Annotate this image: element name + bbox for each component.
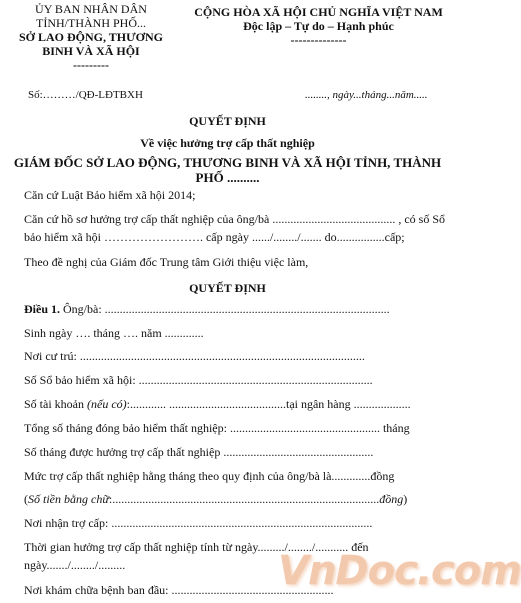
benefit-period-end: ngày......./......../......... — [24, 558, 126, 572]
amount-currency: đồng — [379, 492, 404, 506]
issuing-authority-block — [0, 2, 182, 72]
motto-rule: -------------- — [290, 33, 347, 47]
article-1-label: Điều 1. — [24, 302, 60, 316]
amount-open-paren: ( — [24, 492, 28, 506]
vndoc-watermark: VnDoc.com — [278, 548, 521, 594]
authority-line-1: ỦY BAN NHÂN DÂN — [35, 2, 147, 16]
amount-close-paren: ) — [403, 492, 408, 506]
authority-line-b: PHỐ .......... — [195, 170, 260, 185]
motto: Độc lập – Tự do – Hạnh phúc — [243, 19, 394, 33]
benefit-period-field: Thời gian hưởng trợ cấp thất nghiệp tính từ ngày........./......../........... đến — [24, 540, 369, 554]
medical-facility-field: Nơi khám chữa bệnh ban đầu: ...................................................... — [24, 583, 334, 597]
bank-account-label: Số tài khoản — [24, 397, 87, 411]
residence-field: Nơi cư trú: ............................................................................................... — [24, 349, 365, 363]
bank-account-rest: :............ .......................................tại ngân hàng ................... — [126, 397, 411, 411]
amount-in-words-dots: :......................................................................................... — [108, 492, 380, 506]
amount-in-words-label: Số tiền bằng chữ — [28, 492, 109, 506]
document-subtitle: Về việc hưởng trợ cấp thất nghiệp — [140, 136, 315, 150]
country-name: CỘNG HÒA XÃ HỘI CHỦ NGHĨA VIỆT NAM — [194, 5, 443, 19]
article-1 — [24, 302, 390, 316]
decision-heading: QUYẾT ĐỊNH — [189, 281, 266, 295]
basis-law: Căn cứ Luật Bảo hiểm xã hội 2014; — [24, 188, 196, 202]
birthdate-field: Sinh ngày …. tháng …. năm ............. — [24, 326, 204, 340]
bank-account-note: (nếu có) — [87, 397, 127, 411]
document-title: QUYẾT ĐỊNH — [189, 114, 266, 128]
bank-account-field — [24, 397, 411, 411]
national-motto-block — [182, 5, 455, 47]
amount-in-words-field — [24, 492, 407, 506]
document-number: Số:………/QĐ-LĐTBXH — [28, 89, 143, 101]
basis-dossier: Căn cứ hồ sơ hưởng trợ cấp thất nghiệp của ông/bà ......................................... , có số Sổ — [24, 212, 445, 226]
basis-insurance-book: bảo hiểm xã hội ……………………. cấp ngày ....../......../....... do................cấp; — [24, 230, 405, 244]
monthly-benefit-field: Mức trợ cấp thất nghiệp hằng tháng theo quy định của ông/bà là.............đồng — [24, 469, 395, 483]
authority-line-2: TỈNH/THÀNH PHỐ... — [36, 16, 146, 30]
authority-line-3: SỞ LAO ĐỘNG, THƯƠNG — [18, 30, 164, 44]
payment-place-field: Nơi nhận trợ cấp: ....................................................................................... — [24, 516, 373, 530]
basis-proposal: Theo đề nghị của Giám đốc Trung tâm Giới thiệu việc làm, — [24, 255, 309, 269]
contribution-months-field: Tổng số tháng đóng bảo hiểm thất nghiệp: .................................................. tháng — [24, 421, 410, 435]
benefit-months-field: Số tháng được hưởng trợ cấp thất nghiệp .................................................. — [24, 445, 374, 459]
insurance-book-field: Số Sổ bảo hiểm xã hội: .............................................................................. — [24, 373, 373, 387]
document-date: ........, ngày...tháng...năm..... — [305, 89, 428, 101]
authority-line-4: BINH VÀ XÃ HỘI — [42, 44, 140, 58]
article-1-name-field: Ông/bà: ............................................................................................... — [60, 302, 390, 316]
authority-rule: --------- — [73, 58, 109, 72]
authority-line-a: GIÁM ĐỐC SỞ LAO ĐỘNG, THƯƠNG BINH VÀ XÃ HỘI TỈNH, THÀNH — [13, 155, 442, 170]
